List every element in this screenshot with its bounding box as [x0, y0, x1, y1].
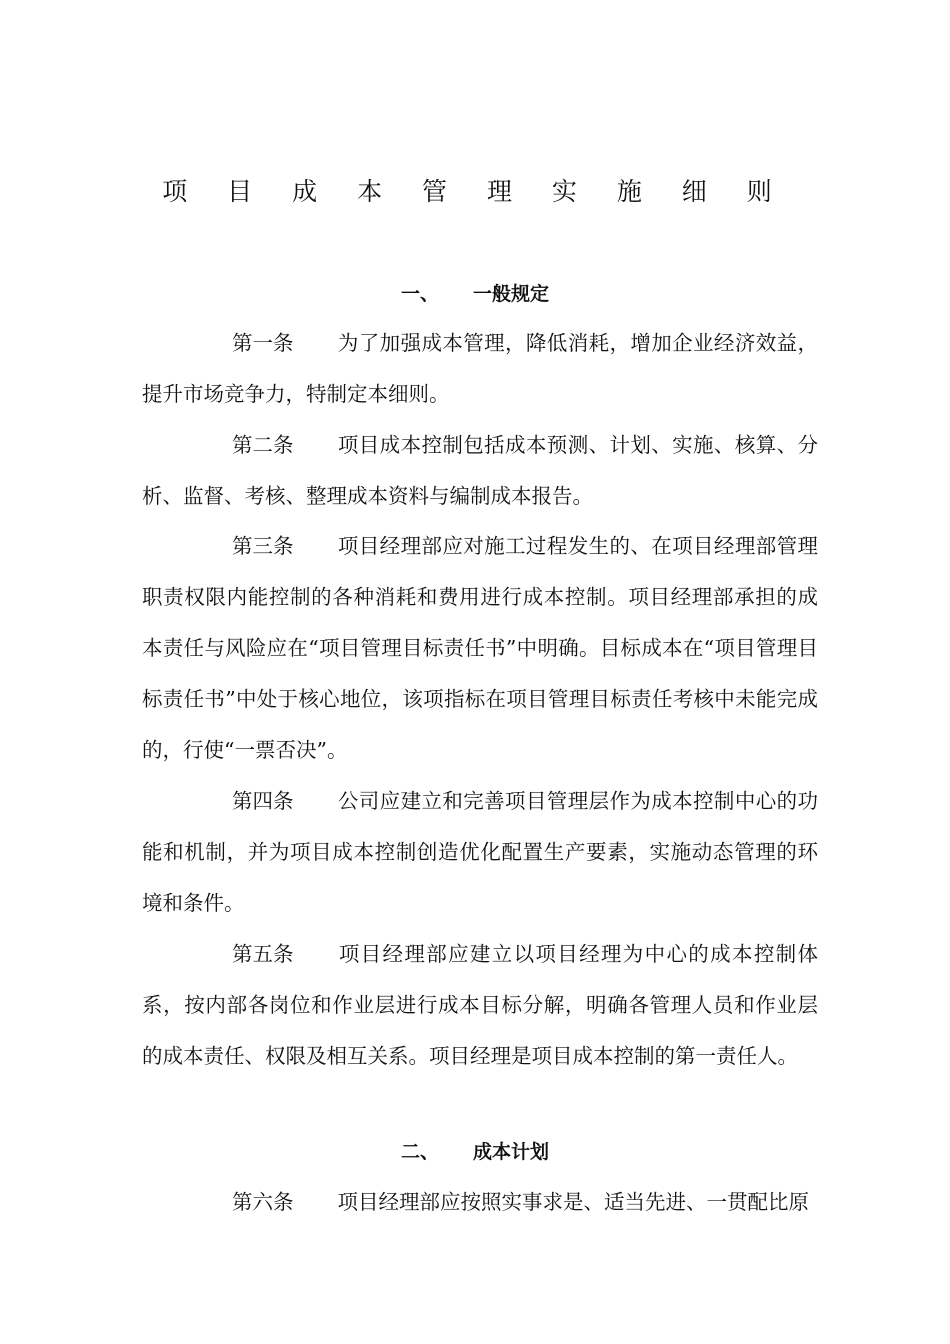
- article-text: 公司应建立和完善项目管理层作为成本控制中心的功能和机制，并为项目成本控制创造优化配置生产要素，实施动态管理的环境和条件。: [142, 789, 818, 915]
- article-number: 第一条: [232, 331, 294, 355]
- section-title: 成本计划: [473, 1141, 550, 1163]
- article-number: 第五条: [232, 942, 294, 966]
- article-4: [142, 776, 818, 929]
- article-3: [142, 521, 818, 776]
- section-number: 二、: [400, 1141, 439, 1163]
- article-text: 项目经理部应按照实事求是、适当先进、一贯配比原: [337, 1190, 809, 1214]
- article-number: 第三条: [232, 534, 294, 558]
- article-number: 第六条: [232, 1190, 294, 1214]
- article-number: 第四条: [232, 789, 294, 813]
- section-heading-1: [0, 280, 950, 308]
- section-number: 一、: [400, 283, 439, 305]
- article-text: 项目成本控制包括成本预测、计划、实施、核算、分析、监督、考核、整理成本资料与编制成本报告。: [142, 433, 818, 508]
- article-5: [142, 929, 818, 1082]
- article-6: [142, 1177, 818, 1228]
- article-text: 项目经理部应建立以项目经理为中心的成本控制体系，按内部各岗位和作业层进行成本目标分解，明确各管理人员和作业层的成本责任、权限及相互关系。项目经理是项目成本控制的第一责任人。: [142, 942, 818, 1068]
- article-1: [142, 318, 818, 420]
- article-number: 第二条: [232, 433, 294, 457]
- section-title: 一般规定: [473, 283, 550, 305]
- section-heading-2: [0, 1138, 950, 1166]
- article-2: [142, 420, 818, 522]
- article-text: 项目经理部应对施工过程发生的、在项目经理部管理职责权限内能控制的各种消耗和费用进行成本控制。项目经理部承担的成本责任与风险应在“项目管理目标责任书”中明确。目标成本在“项目管理目标责任书”中处于核心地位，该项指标在项目管理目标责任考核中未能完成的，行使“一票否决”。: [142, 534, 818, 762]
- article-text: 为了加强成本管理，降低消耗，增加企业经济效益，提升市场竞争力，特制定本细则。: [142, 331, 818, 406]
- document-title: 项 目 成 本 管 理 实 施 细 则: [162, 177, 788, 206]
